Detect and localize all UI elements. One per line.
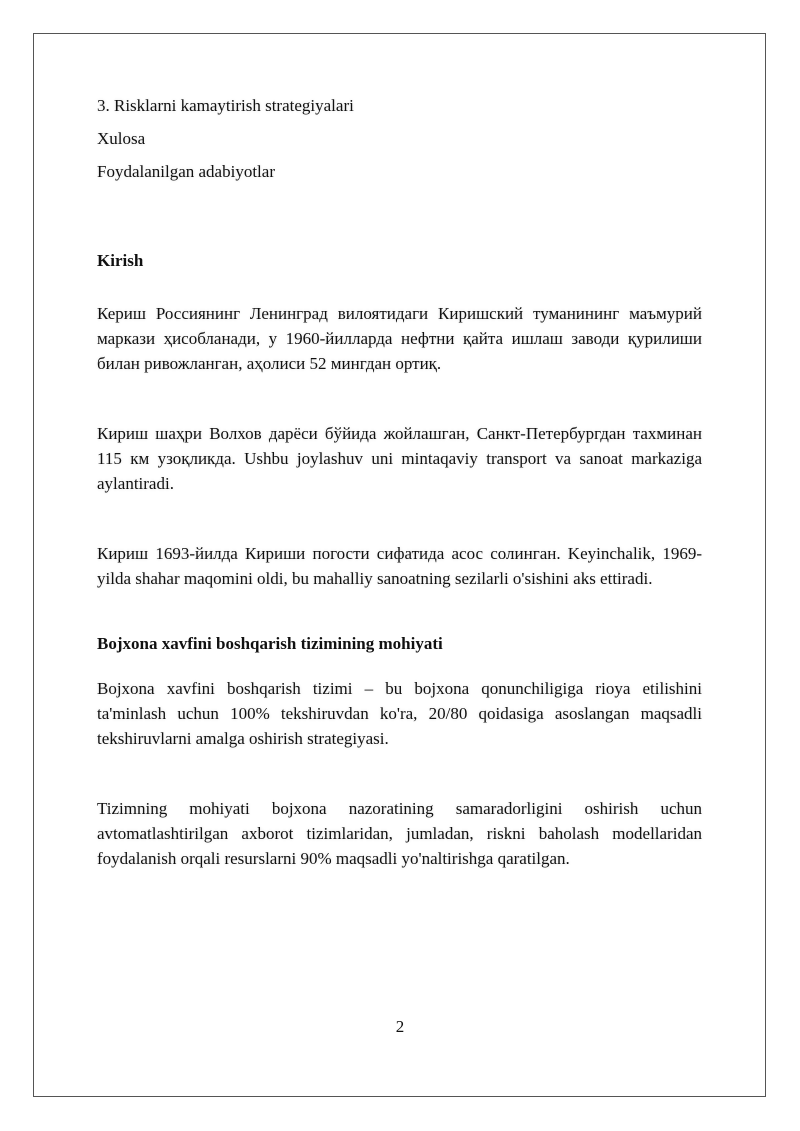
toc-item-conclusion: Xulosa xyxy=(97,129,146,148)
intro-paragraph-2: Кириш шаҳри Волхов дарёси бўйида жойлашган, Санкт-Петербургдан тахминан 115 км узоқликда. Ushbu joylashuv uni mintaqaviy transport va sanoat markaziga aylantiradi. xyxy=(97,424,702,493)
toc-item-risk-strategies: 3. Risklarni kamaytirish strategiyalari xyxy=(97,96,354,115)
toc-item-references: Foydalanilgan adabiyotlar xyxy=(97,162,275,181)
intro-paragraph-1: Кериш Россиянинг Ленинград вилоятидаги Киришский туманининг маъмурий маркази ҳисобланади, у 1960-йилларда нефтни қайта ишлаш заводи қурилиши билан ривожланган, аҳолиси 52 мингдан ортиқ. xyxy=(97,304,702,373)
intro-paragraph-3: Кириш 1693-йилда Кириши погости сифатида асос солинган. Keyinchalik, 1969-yilda shahar maqomini oldi, bu mahalliy sanoatning sezilarli o'sishini aks ettiradi. xyxy=(97,544,702,588)
page-number: 2 xyxy=(395,1017,405,1036)
page-content xyxy=(97,93,702,871)
section-heading: Bojxona xavfini boshqarish tizimining mohiyati xyxy=(97,634,443,653)
section-paragraph-1: Bojxona xavfini boshqarish tizimi – bu bojxona qonunchiligiga rioya etilishini ta'minlash uchun 100% tekshiruvdan ko'ra, 20/80 qoidasiga asoslangan maqsadli tekshiruvlarni amalga oshirish strategiyasi. xyxy=(97,679,702,748)
intro-heading: Kirish xyxy=(97,251,144,270)
section-paragraph-2: Tizimning mohiyati bojxona nazoratining samaradorligini oshirish uchun avtomatlashtirilgan axborot tizimlaridan, jumladan, riskni baholash modellaridan foydalanish orqali resurslarni 90% maqsadli yo'naltirishga qaratilgan. xyxy=(97,799,702,868)
